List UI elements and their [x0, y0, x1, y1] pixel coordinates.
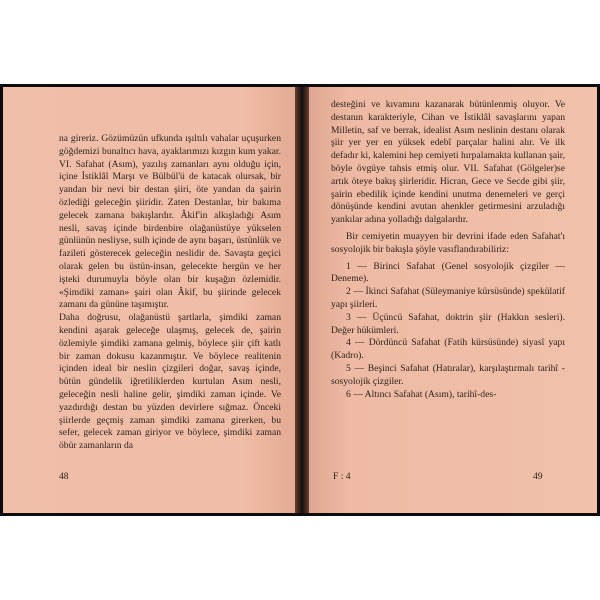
- right-page: [309, 87, 597, 513]
- paragraph: 4 — Dördüncü Safahat (Fatih kürsüsünde) siyasî yapı (Kadro).: [331, 337, 565, 362]
- paragraph: na gireriz. Gözümüzün ufkunda ışıltılı vahalar uçuşurken göğdemizi bunaltıcı hava, ayaklarımızı kızgın kum yakar. VI. Safahat (Asım), yazılış zamanları aynı olduğu için, içine İstiklâl Marşı ve Bülbül'ü de katacak olursak, bir yandan bir nevi bir destan şiiri, öte yandan da şairin özlediği geleceğin şiiridir. Zaten Destanlar, bir bakıma gelecek zamana bakışlardır. Âkif'in alkışladığı Asım nesli, savaş içinde birdenbire olağanüstüye yükselen günlünün nesliyse, sulh içinde de aynı başarı, üstünlük ve fazileti gösterecek geleceğin neslidir de. Savaşta geçici olarak gelen bu üstün-insan, gelecekte hergün ve her işteki durumuyla böyle olan bir kuşağın özlemidir. «Şimdiki zaman» şairi olan Âkif, bu şiirinde gelecek zamanı da gününe taşımıştır.: [59, 133, 281, 311]
- printer-signature-mark: F : 4: [333, 471, 351, 482]
- open-book: [0, 84, 600, 516]
- paragraph: 2 — İkinci Safahat (Süleymaniye kürsüsünde) spekülatif yapı şiirleri.: [331, 286, 565, 310]
- book-gutter: [295, 87, 309, 513]
- left-page-text: [59, 133, 281, 453]
- left-page: [3, 87, 295, 513]
- paragraph: 5 — Beşinci Safahat (Hatıralar), karşılaştırmalı tarihî - sosyolojik çizgiler.: [331, 362, 565, 387]
- paragraph: 6 — Altıncı Safahat (Asım), tarihî-des-: [346, 388, 497, 400]
- right-page-number: 49: [533, 471, 543, 482]
- paragraph: 3 — Üçüncü Safahat, doktrin şiir (Hakkın sesleri). Değer hükümleri.: [331, 311, 565, 336]
- paragraph: Daha doğrusu, olağanüstü şartlarla, şimdiki zaman kendini aşarak geleceğe ulaşmış, gelecek de, şairin özlemiyle şimdiki zamana gelmiş, böylece şiir çift katlı bir zaman dokusu kazanmıştır. Ve böylece realitenin içinden ideal bir neslin çizgileri doğar, savaş içinde, bütün gündelik iğretiliklerden kurtulan Asım nesli, geleceğin nesli haline gelir, şimdiki zaman içinde. Ve yazdırdığı destan bu yüzden devirlere sığmaz. Önceki şiirlerde geçmiş zaman şimdiki zamana girerken, bu sefer, gelecek zaman giriyor ve böylece, şimdiki zaman öbür zamanların da: [59, 312, 281, 452]
- right-page-text: [331, 99, 565, 401]
- paragraph: desteğini ve kıvamını kazanarak bütünlenmiş oluyor. Ve destanın karakteriyle, Cihan ve İstiklâl savaşlarını yapan Milletin, saf ve berrak, idealist Asım neslinin destanı olarak şiir yer yer en yüksek edebî parçalar halini alır. Ve ilk defadır ki, kalemini hep cemiyeti hırpalamakta kullanan şair, böyle övgüye tahsis etmiş olur. VII. Safahat (Gölgeler)se artık öteye bakış şiirleridir. Hicran, Gece ve Secde gibi şiir, şairin ebedilik içinde kendini unutma denemeleri ve gerçi dönüşünde kendini avutan ahenkler getirmesini arzuladığı yankılar adına yolladığı dalgalardır.: [331, 99, 565, 226]
- paragraph: 1 — Birinci Safahat (Genel sosyolojik çizgiler — Deneme).: [331, 260, 565, 285]
- left-page-number: 48: [59, 471, 69, 482]
- paragraph: Bir cemiyetin muayyen bir devrini ifade eden Safahat'ı sosyolojik bir bakışla şöyle vasıflandırabiliriz:: [331, 230, 565, 255]
